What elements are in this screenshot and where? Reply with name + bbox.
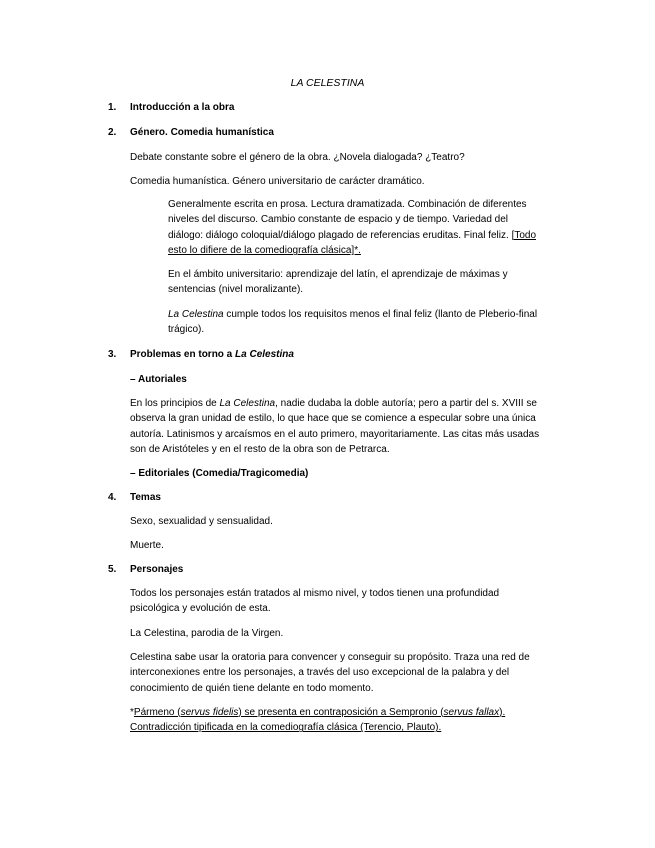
section-heading-characters: Personajes — [130, 564, 184, 575]
subheading-editoriales: – Editoriales (Comedia/Tragicomedia) — [130, 468, 309, 479]
footnote-text-line2: Contradicción tipificada en la comediografía clásica (Terencio, Plauto). — [130, 722, 442, 734]
footnote — [130, 705, 550, 736]
footnote-reference: [Todo esto lo difiere de la comediografía clásica]*. — [168, 229, 537, 257]
paragraph: Comedia humanística. Género universitario de carácter dramático. — [130, 176, 425, 187]
indented-paragraph — [168, 197, 540, 259]
document-title: LA CELESTINA — [290, 77, 365, 89]
section-number: 2. — [108, 127, 117, 138]
paragraph: Sexo, sexualidad y sensualidad. — [130, 516, 273, 527]
footnote-text: Pármeno (servus fidelis) se presenta en contraposición a Sempronio (servus fallax). — [133, 707, 506, 718]
section-heading-problems — [130, 347, 294, 362]
section-number: 3. — [108, 349, 117, 360]
work-title: La Celestina — [219, 398, 276, 409]
paragraph-text: , nadie dudaba la doble autoría; pero a partir del s. XVIII se observa la gran unidad de estilo, lo que hace que se comience a especular sobre una única autoría. Latinismos y arcaísmos en el auto primero, mayoritariamente. Las citas más usadas son de Aristóteles y en el resto de la obra son de Petrarca. — [130, 398, 540, 456]
heading-text: Problemas en torno a — [130, 349, 236, 360]
section-heading-themes: Temas — [130, 492, 161, 503]
subheading-autoriales: – Autoriales — [130, 374, 187, 385]
paragraph-text: Generalmente escrita en prosa. Lectura dramatizada. Combinación de diferentes niveles del discurso. Cambio constante de espacio y de tiempo. Variedad del diálogo: diálogo coloquial/diálogo plagado de referencias eruditas. Final feliz. — [168, 199, 527, 241]
section-number: 4. — [108, 492, 117, 503]
paragraph: La Celestina, parodia de la Virgen. — [130, 628, 284, 639]
paragraph: Muerte. — [130, 540, 164, 551]
section-heading-intro: Introducción a la obra — [130, 102, 235, 113]
section-number: 5. — [108, 564, 117, 575]
paragraph: Debate constante sobre el género de la obra. ¿Novela dialogada? ¿Teatro? — [130, 152, 465, 163]
paragraph-text: En los principios de — [130, 398, 220, 409]
paragraph — [130, 396, 542, 458]
paragraph: Celestina sabe usar la oratoria para convencer y conseguir su propósito. Traza una red de interconexiones entre los personajes, a través del uso excepcional de la palabra y del conocimiento de quién tiene delante en todo momento. — [130, 652, 530, 694]
indented-paragraph: En el ámbito universitario: aprendizaje del latín, el aprendizaje de máximas y sentencias (nivel moralizante). — [168, 269, 508, 296]
paragraph-text: cumple todos los requisitos menos el final feliz (llanto de Pleberio-final trágico). — [168, 309, 538, 336]
indented-paragraph — [168, 307, 540, 338]
footnote-mark: * — [130, 707, 134, 718]
work-title: La Celestina — [168, 309, 224, 320]
paragraph: Todos los personajes están tratados al mismo nivel, y todos tienen una profundidad psicológica y evolución de esta. — [130, 588, 500, 615]
section-number: 1. — [108, 102, 117, 113]
work-title: La Celestina — [235, 349, 294, 360]
section-heading-genre: Género. Comedia humanística — [130, 127, 274, 138]
